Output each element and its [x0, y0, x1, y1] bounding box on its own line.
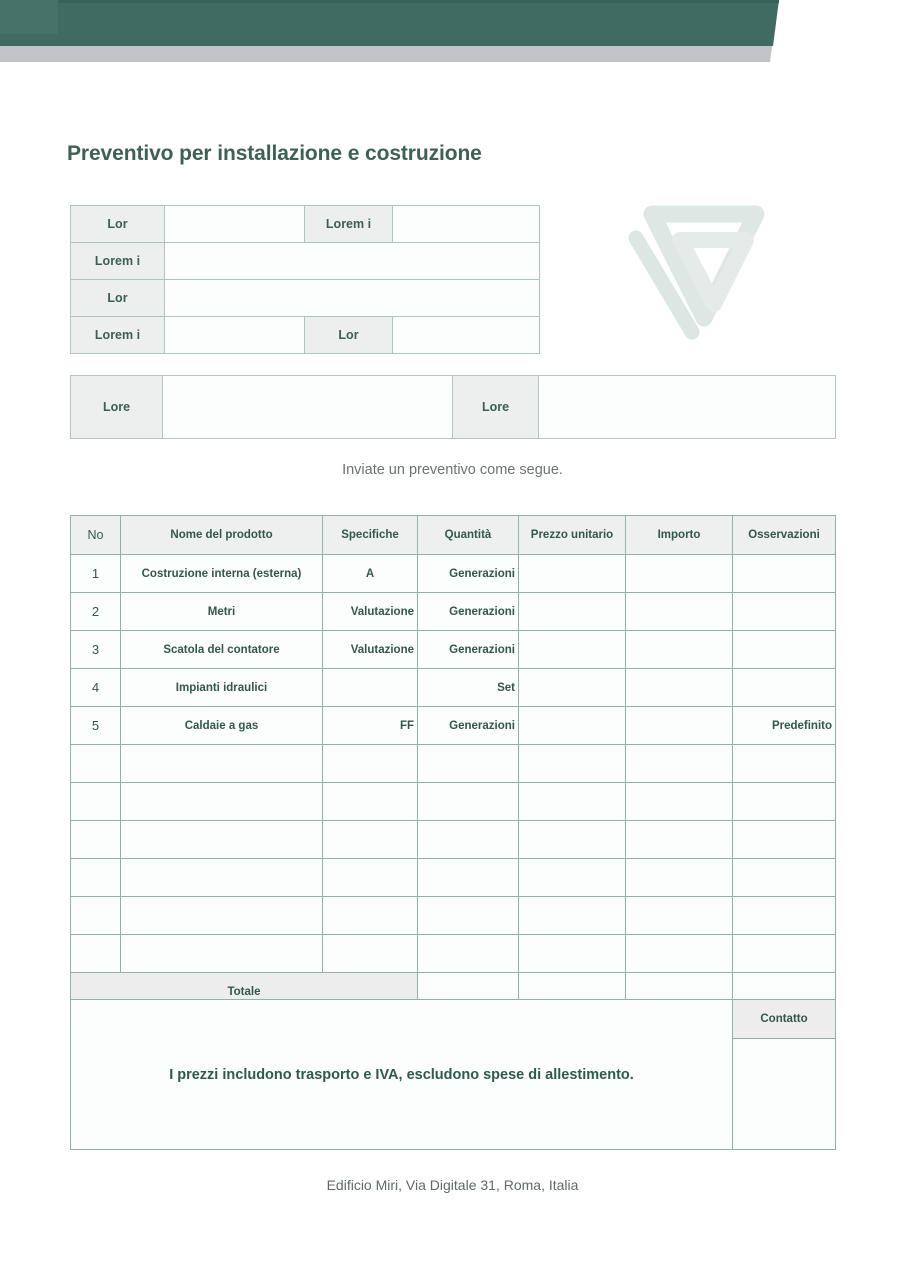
cell-amount[interactable]: [626, 745, 733, 783]
contact-value[interactable]: [733, 1039, 836, 1150]
cell-quantity[interactable]: Generazioni: [418, 593, 519, 631]
cell-product-name[interactable]: [121, 745, 323, 783]
cell-remarks[interactable]: [733, 593, 836, 631]
cell-specifications[interactable]: [323, 897, 418, 935]
column-header-unit-price: Prezzo unitario: [519, 516, 626, 555]
cell-unit-price[interactable]: [519, 669, 626, 707]
cell-amount[interactable]: [626, 669, 733, 707]
cell-unit-price[interactable]: [519, 745, 626, 783]
total-label: Totale: [71, 973, 418, 1011]
cell-no: 3: [71, 631, 121, 669]
column-header-amount: Importo: [626, 516, 733, 555]
cell-specifications[interactable]: [323, 859, 418, 897]
cell-amount[interactable]: [626, 707, 733, 745]
table-row: [71, 555, 836, 593]
column-header-quantity: Quantità: [418, 516, 519, 555]
quote-instruction-note: Inviate un preventivo come segue.: [342, 462, 563, 478]
quote-items-table: [70, 515, 836, 1011]
cell-unit-price[interactable]: [519, 783, 626, 821]
cell-remarks[interactable]: [733, 821, 836, 859]
info1-value-r0c1[interactable]: [165, 206, 305, 243]
cell-no: 4: [71, 669, 121, 707]
company-address: Edificio Miri, Via Digitale 31, Roma, Italia: [326, 1177, 579, 1193]
table-row: [71, 1000, 836, 1039]
column-header-remarks: Osservazioni: [733, 516, 836, 555]
cell-specifications[interactable]: [323, 935, 418, 973]
header-banner-green-block: [0, 0, 780, 46]
cell-remarks[interactable]: [733, 555, 836, 593]
cell-unit-price[interactable]: [519, 821, 626, 859]
cell-quantity[interactable]: [418, 897, 519, 935]
cell-product-name[interactable]: Caldaie a gas: [121, 707, 323, 745]
table-row: [71, 280, 540, 317]
header-banner-top-line: [0, 0, 779, 3]
info1-label-r0c2: Lorem i: [305, 206, 393, 243]
cell-remarks[interactable]: [733, 783, 836, 821]
cell-specifications[interactable]: Valutazione: [323, 631, 418, 669]
table-row: [71, 669, 836, 707]
cell-unit-price[interactable]: [519, 631, 626, 669]
info2-value-3[interactable]: [539, 376, 836, 439]
cell-specifications[interactable]: Valutazione: [323, 593, 418, 631]
cell-amount[interactable]: [626, 821, 733, 859]
cell-amount[interactable]: [626, 593, 733, 631]
cell-remarks[interactable]: Predefinito: [733, 707, 836, 745]
info2-label-0: Lore: [71, 376, 163, 439]
cell-unit-price[interactable]: [519, 707, 626, 745]
cell-product-name[interactable]: [121, 783, 323, 821]
cell-specifications[interactable]: [323, 821, 418, 859]
info1-value-r2c1[interactable]: [165, 280, 540, 317]
cell-specifications[interactable]: [323, 669, 418, 707]
cell-specifications[interactable]: [323, 745, 418, 783]
cell-remarks[interactable]: [733, 859, 836, 897]
cell-unit-price[interactable]: [519, 859, 626, 897]
info1-value-r0c3[interactable]: [393, 206, 540, 243]
table-row: [71, 206, 540, 243]
cell-quantity[interactable]: [418, 783, 519, 821]
cell-amount[interactable]: [626, 935, 733, 973]
cell-remarks[interactable]: [733, 745, 836, 783]
column-header-product-name: Nome del prodotto: [121, 516, 323, 555]
info1-label-r3c2: Lor: [305, 317, 393, 354]
cell-unit-price[interactable]: [519, 935, 626, 973]
info-table-secondary: [70, 375, 836, 439]
cell-specifications[interactable]: FF: [323, 707, 418, 745]
cell-quantity[interactable]: [418, 859, 519, 897]
cell-product-name[interactable]: Impianti idraulici: [121, 669, 323, 707]
info1-value-r3c1[interactable]: [165, 317, 305, 354]
column-header-specifications: Specifiche: [323, 516, 418, 555]
cell-remarks[interactable]: [733, 935, 836, 973]
cell-product-name[interactable]: [121, 935, 323, 973]
cell-amount[interactable]: [626, 555, 733, 593]
table-row: [71, 783, 836, 821]
table-row: [71, 859, 836, 897]
cell-unit-price[interactable]: [519, 593, 626, 631]
cell-product-name[interactable]: [121, 859, 323, 897]
cell-unit-price[interactable]: [519, 555, 626, 593]
cell-amount[interactable]: [626, 631, 733, 669]
cell-amount[interactable]: [626, 859, 733, 897]
cell-quantity[interactable]: Generazioni: [418, 555, 519, 593]
cell-quantity[interactable]: Generazioni: [418, 631, 519, 669]
table-row: [71, 593, 836, 631]
cell-product-name[interactable]: Costruzione interna (esterna): [121, 555, 323, 593]
contact-label: Contatto: [733, 1000, 836, 1039]
cell-amount[interactable]: [626, 783, 733, 821]
cell-quantity[interactable]: [418, 745, 519, 783]
company-logo-watermark-icon: [628, 196, 780, 344]
header-banner-accent-square: [0, 0, 58, 34]
cell-product-name[interactable]: [121, 897, 323, 935]
cell-remarks[interactable]: [733, 631, 836, 669]
cell-amount[interactable]: [626, 897, 733, 935]
column-header-no: No: [71, 516, 121, 555]
cell-remarks[interactable]: [733, 897, 836, 935]
table-row: [71, 707, 836, 745]
table-row: [71, 243, 540, 280]
info1-label-r3c0: Lorem i: [71, 317, 165, 354]
table-row: [71, 631, 836, 669]
table-row: [71, 935, 836, 973]
cell-no: [71, 897, 121, 935]
cell-no: [71, 859, 121, 897]
info2-value-1[interactable]: [163, 376, 453, 439]
cell-no: [71, 821, 121, 859]
cell-no: [71, 783, 121, 821]
cell-product-name[interactable]: [121, 821, 323, 859]
cell-no: 2: [71, 593, 121, 631]
info1-value-r1c1[interactable]: [165, 243, 540, 280]
cell-quantity[interactable]: Set: [418, 669, 519, 707]
cell-remarks[interactable]: [733, 669, 836, 707]
cell-quantity[interactable]: [418, 935, 519, 973]
table-row: [71, 745, 836, 783]
table-row: [71, 317, 540, 354]
info1-value-r3c3[interactable]: [393, 317, 540, 354]
cell-no: [71, 745, 121, 783]
info1-label-r1c0: Lorem i: [71, 243, 165, 280]
price-note: I prezzi includono trasporto e IVA, escludono spese di allestimento.: [71, 1000, 733, 1150]
table-row: [71, 821, 836, 859]
cell-quantity[interactable]: [418, 821, 519, 859]
info-table-primary: [70, 205, 540, 354]
table-row: [71, 376, 836, 439]
cell-unit-price[interactable]: [519, 897, 626, 935]
cell-no: 5: [71, 707, 121, 745]
cell-quantity[interactable]: Generazioni: [418, 707, 519, 745]
footer-note-block: [70, 999, 836, 1150]
table-row: [71, 897, 836, 935]
cell-specifications[interactable]: A: [323, 555, 418, 593]
cell-no: 1: [71, 555, 121, 593]
table-header-row: [71, 516, 836, 555]
cell-product-name[interactable]: Scatola del contatore: [121, 631, 323, 669]
info2-label-2: Lore: [453, 376, 539, 439]
cell-product-name[interactable]: Metri: [121, 593, 323, 631]
header-banner: [0, 0, 780, 62]
info1-label-r2c0: Lor: [71, 280, 165, 317]
info1-label-r0c0: Lor: [71, 206, 165, 243]
cell-specifications[interactable]: [323, 783, 418, 821]
page-title: Preventivo per installazione e costruzione: [67, 142, 482, 165]
cell-no: [71, 935, 121, 973]
